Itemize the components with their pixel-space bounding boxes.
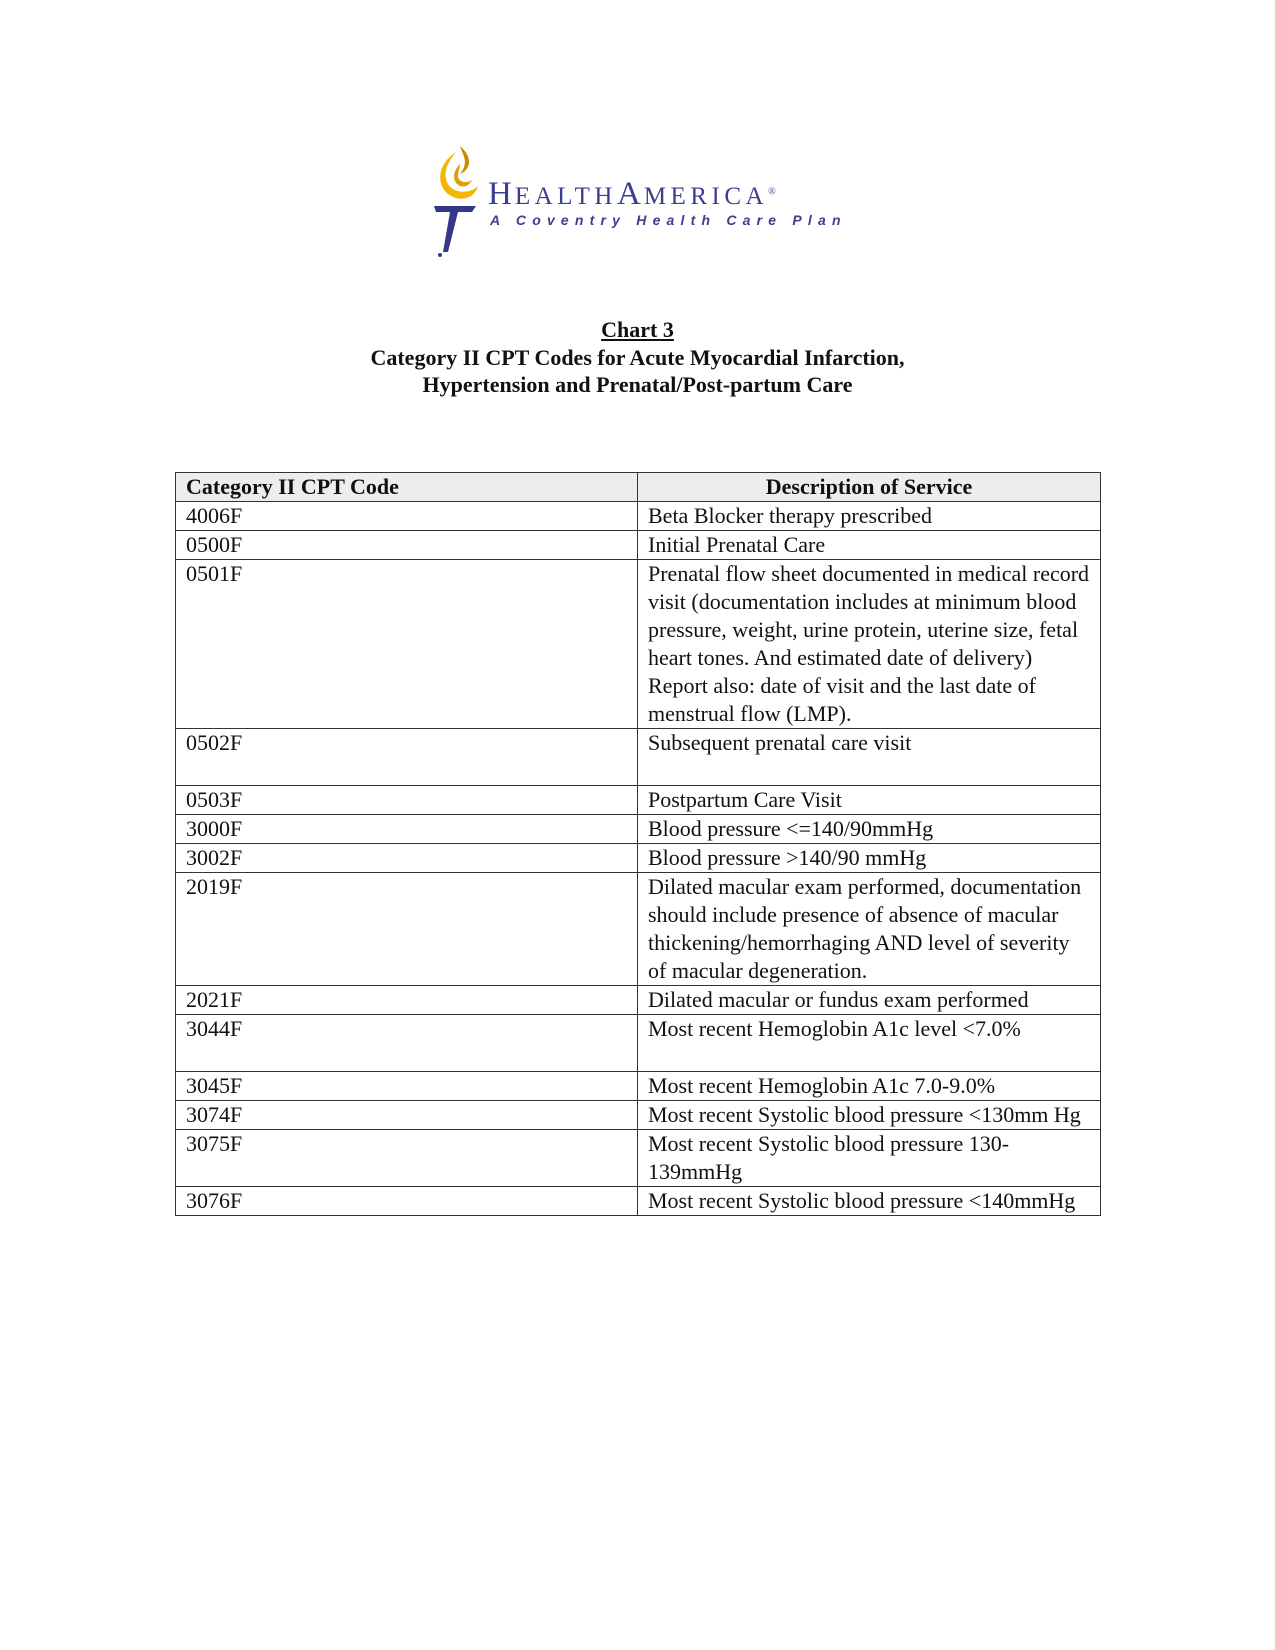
- cpt-code-cell: 3045F: [176, 1072, 638, 1101]
- healthamerica-logo: [430, 140, 847, 260]
- brand-tagline: A Coventry Health Care Plan: [490, 212, 847, 228]
- description-cell: Most recent Systolic blood pressure <140mmHg: [638, 1187, 1101, 1216]
- table-row: [176, 786, 1101, 815]
- description-cell: Beta Blocker therapy prescribed: [638, 502, 1101, 531]
- cpt-code-cell: 3075F: [176, 1130, 638, 1187]
- title-line-1: Category II CPT Codes for Acute Myocardial Infarction,: [370, 344, 905, 370]
- table-row: [176, 873, 1101, 986]
- description-cell: Initial Prenatal Care: [638, 531, 1101, 560]
- torch-flame-icon: [430, 140, 490, 260]
- cpt-code-cell: 0502F: [176, 729, 638, 786]
- cpt-code-cell: 2019F: [176, 873, 638, 986]
- description-cell: Postpartum Care Visit: [638, 786, 1101, 815]
- cpt-code-cell: 3044F: [176, 1015, 638, 1072]
- table-row: [176, 1072, 1101, 1101]
- description-text: Prenatal flow sheet documented in medical record visit (documentation includes at minimum blood pressure, weight, urine protein, uterine size, fetal heart tones. And estimated date of delivery): [648, 561, 1090, 670]
- document-heading: [0, 316, 1275, 399]
- column-header-description: Description of Service: [638, 473, 1101, 502]
- description-note: Report also: date of visit and the last date of menstrual flow (LMP).: [648, 673, 1036, 726]
- cpt-code-cell: 0501F: [176, 560, 638, 729]
- description-cell: Most recent Systolic blood pressure <130mm Hg: [638, 1101, 1101, 1130]
- description-cell: [638, 560, 1101, 729]
- chart-number: Chart 3: [601, 317, 674, 342]
- cpt-codes-table: [175, 472, 1101, 1216]
- description-cell: Most recent Hemoglobin A1c 7.0-9.0%: [638, 1072, 1101, 1101]
- table-row: [176, 1187, 1101, 1216]
- description-cell: Blood pressure >140/90 mmHg: [638, 844, 1101, 873]
- cpt-code-cell: 3000F: [176, 815, 638, 844]
- table-row: [176, 844, 1101, 873]
- table-row: [176, 1015, 1101, 1072]
- brand-name: HEALTHAMERICA®: [488, 176, 776, 212]
- description-cell: Subsequent prenatal care visit: [638, 729, 1101, 786]
- description-cell: Most recent Systolic blood pressure 130-139mmHg: [638, 1130, 1101, 1187]
- cpt-code-cell: 3002F: [176, 844, 638, 873]
- table-row: [176, 729, 1101, 786]
- table-row: [176, 815, 1101, 844]
- description-cell: Dilated macular or fundus exam performed: [638, 986, 1101, 1015]
- cpt-code-cell: 3074F: [176, 1101, 638, 1130]
- table-row: [176, 1130, 1101, 1187]
- table-row: [176, 986, 1101, 1015]
- description-cell: Dilated macular exam performed, documentation should include presence of absence of macular thickening/hemorrhaging AND level of severity of macular degeneration.: [638, 873, 1101, 986]
- cpt-code-cell: 2021F: [176, 986, 638, 1015]
- column-header-code: Category II CPT Code: [176, 473, 638, 502]
- table-header-row: [176, 473, 1101, 502]
- description-cell: Blood pressure <=140/90mmHg: [638, 815, 1101, 844]
- cpt-code-cell: 4006F: [176, 502, 638, 531]
- cpt-code-cell: 0503F: [176, 786, 638, 815]
- table-row: [176, 531, 1101, 560]
- cpt-code-cell: 3076F: [176, 1187, 638, 1216]
- cpt-code-cell: 0500F: [176, 531, 638, 560]
- table-row: [176, 560, 1101, 729]
- description-cell: Most recent Hemoglobin A1c level <7.0%: [638, 1015, 1101, 1072]
- table-row: [176, 502, 1101, 531]
- table-row: [176, 1101, 1101, 1130]
- title-line-2: Hypertension and Prenatal/Post-partum Care: [422, 372, 853, 397]
